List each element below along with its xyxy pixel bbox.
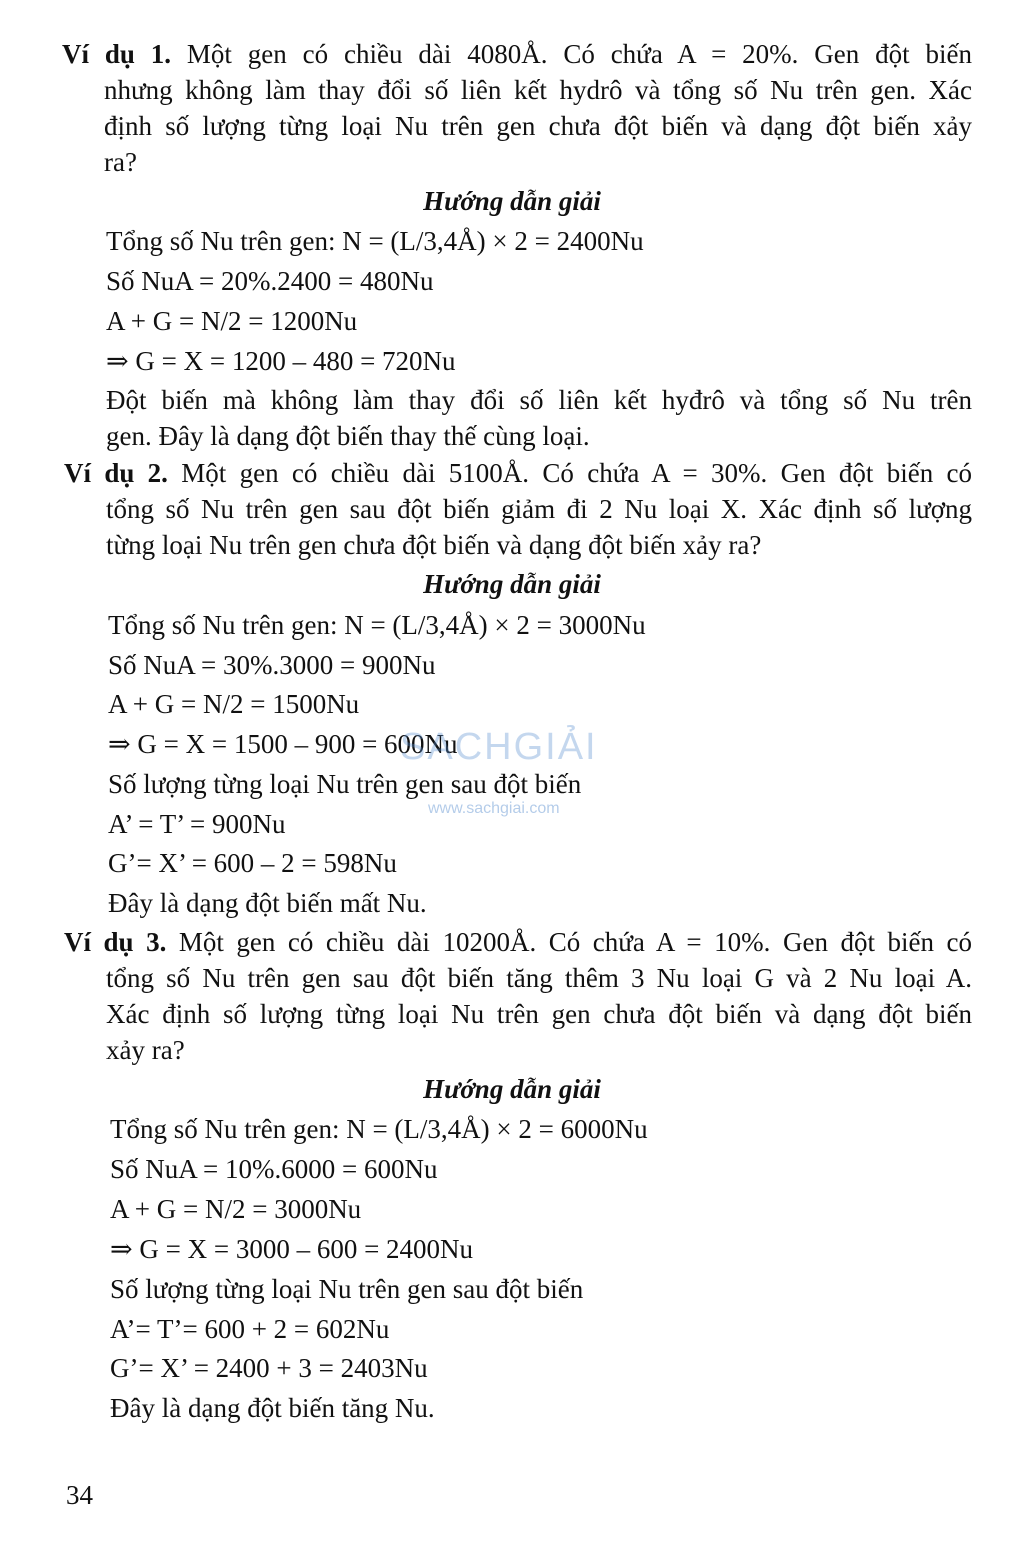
example-1-question-line-4: ra? xyxy=(104,147,137,177)
example-3-solution-line: ⇒ G = X = 3000 – 600 = 2400Nu xyxy=(110,1234,474,1264)
example-2-question-line-2: tổng số Nu trên gen sau đột biến giảm đi 2 Nu loại X. Xác định số lượng xyxy=(106,494,972,524)
example-3-question-line-4: xảy ra? xyxy=(106,1035,185,1065)
watermark-url: www.sachgiai.com xyxy=(428,800,560,817)
example-3-solution-line: G’= X’ = 2400 + 3 = 2403Nu xyxy=(110,1353,428,1383)
example-2-solution-line: Tổng số Nu trên gen: N = (L/3,4Å) × 2 = 3000Nu xyxy=(108,610,646,640)
example-2-solution-line: Đây là dạng đột biến mất Nu. xyxy=(108,888,427,918)
example-2-solution-line: Số lượng từng loại Nu trên gen sau đột biến xyxy=(108,769,582,799)
example-3-question-line-1: Ví dụ 3. Một gen có chiều dài 10200Å. Có chứa A = 10%. Gen đột biến có xyxy=(64,927,972,957)
example-1-question-line-3: định số lượng từng loại Nu trên gen chưa đột biến và dạng đột biến xảy xyxy=(104,111,972,141)
page-number: 34 xyxy=(66,1480,93,1510)
example-2-question-line-1: Ví dụ 2. Một gen có chiều dài 5100Å. Có chứa A = 30%. Gen đột biến có xyxy=(64,458,972,488)
example-3-solution-line: Số lượng từng loại Nu trên gen sau đột biến xyxy=(110,1274,584,1304)
example-1-solution-line: Số NuA = 20%.2400 = 480Nu xyxy=(106,266,434,296)
example-2-question-line-3: từng loại Nu trên gen chưa đột biến và dạng đột biến xảy ra? xyxy=(106,530,762,560)
example-2-solution-heading: Hướng dẫn giải xyxy=(423,569,601,599)
example-3-question-line-3: Xác định số lượng từng loại Nu trên gen chưa đột biến và dạng đột biến xyxy=(106,999,972,1029)
example-3-solution-line: Tổng số Nu trên gen: N = (L/3,4Å) × 2 = 6000Nu xyxy=(110,1114,648,1144)
watermark-logo: SACHGIẢI xyxy=(400,726,598,768)
example-1-solution-line: ⇒ G = X = 1200 – 480 = 720Nu xyxy=(106,346,456,376)
example-1-solution-heading: Hướng dẫn giải xyxy=(423,186,601,216)
example-3-solution-line: A + G = N/2 = 3000Nu xyxy=(110,1194,362,1224)
example-3-solution-heading: Hướng dẫn giải xyxy=(423,1074,601,1104)
example-3-label: Ví dụ 3. xyxy=(64,927,167,957)
example-2-solution-line: G’= X’ = 600 – 2 = 598Nu xyxy=(108,848,397,878)
example-3-solution-line: Đây là dạng đột biến tăng Nu. xyxy=(110,1393,435,1423)
example-1-solution-line: Tổng số Nu trên gen: N = (L/3,4Å) × 2 = 2400Nu xyxy=(106,226,644,256)
example-2-solution-line: A + G = N/2 = 1500Nu xyxy=(108,689,360,719)
example-2-solution-line: ⇒ G = X = 1500 – 900 = 600Nu xyxy=(108,729,458,759)
example-1-question-line-1: Ví dụ 1. Một gen có chiều dài 4080Å. Có chứa A = 20%. Gen đột biến xyxy=(62,39,972,69)
example-3-question-line-2: tổng số Nu trên gen sau đột biến tăng thêm 3 Nu loại G và 2 Nu loại A. xyxy=(106,963,972,993)
example-1-solution-line: A + G = N/2 = 1200Nu xyxy=(106,306,358,336)
example-3-solution-line: A’= T’= 600 + 2 = 602Nu xyxy=(110,1314,390,1344)
example-2-label: Ví dụ 2. xyxy=(64,458,168,488)
example-1-question-line-2: nhưng không làm thay đổi số liên kết hydrô và tổng số Nu trên gen. Xác xyxy=(104,75,972,105)
example-1-solution-line: Đột biến mà không làm thay đổi số liên kết hyđrô và tổng số Nu trên xyxy=(106,385,972,415)
example-1-label: Ví dụ 1. xyxy=(62,39,172,69)
example-2-solution-line: Số NuA = 30%.3000 = 900Nu xyxy=(108,650,436,680)
example-3-solution-line: Số NuA = 10%.6000 = 600Nu xyxy=(110,1154,438,1184)
example-2-solution-line: A’ = T’ = 900Nu xyxy=(108,809,286,839)
example-1-solution-line: gen. Đây là dạng đột biến thay thế cùng loại. xyxy=(106,421,590,451)
